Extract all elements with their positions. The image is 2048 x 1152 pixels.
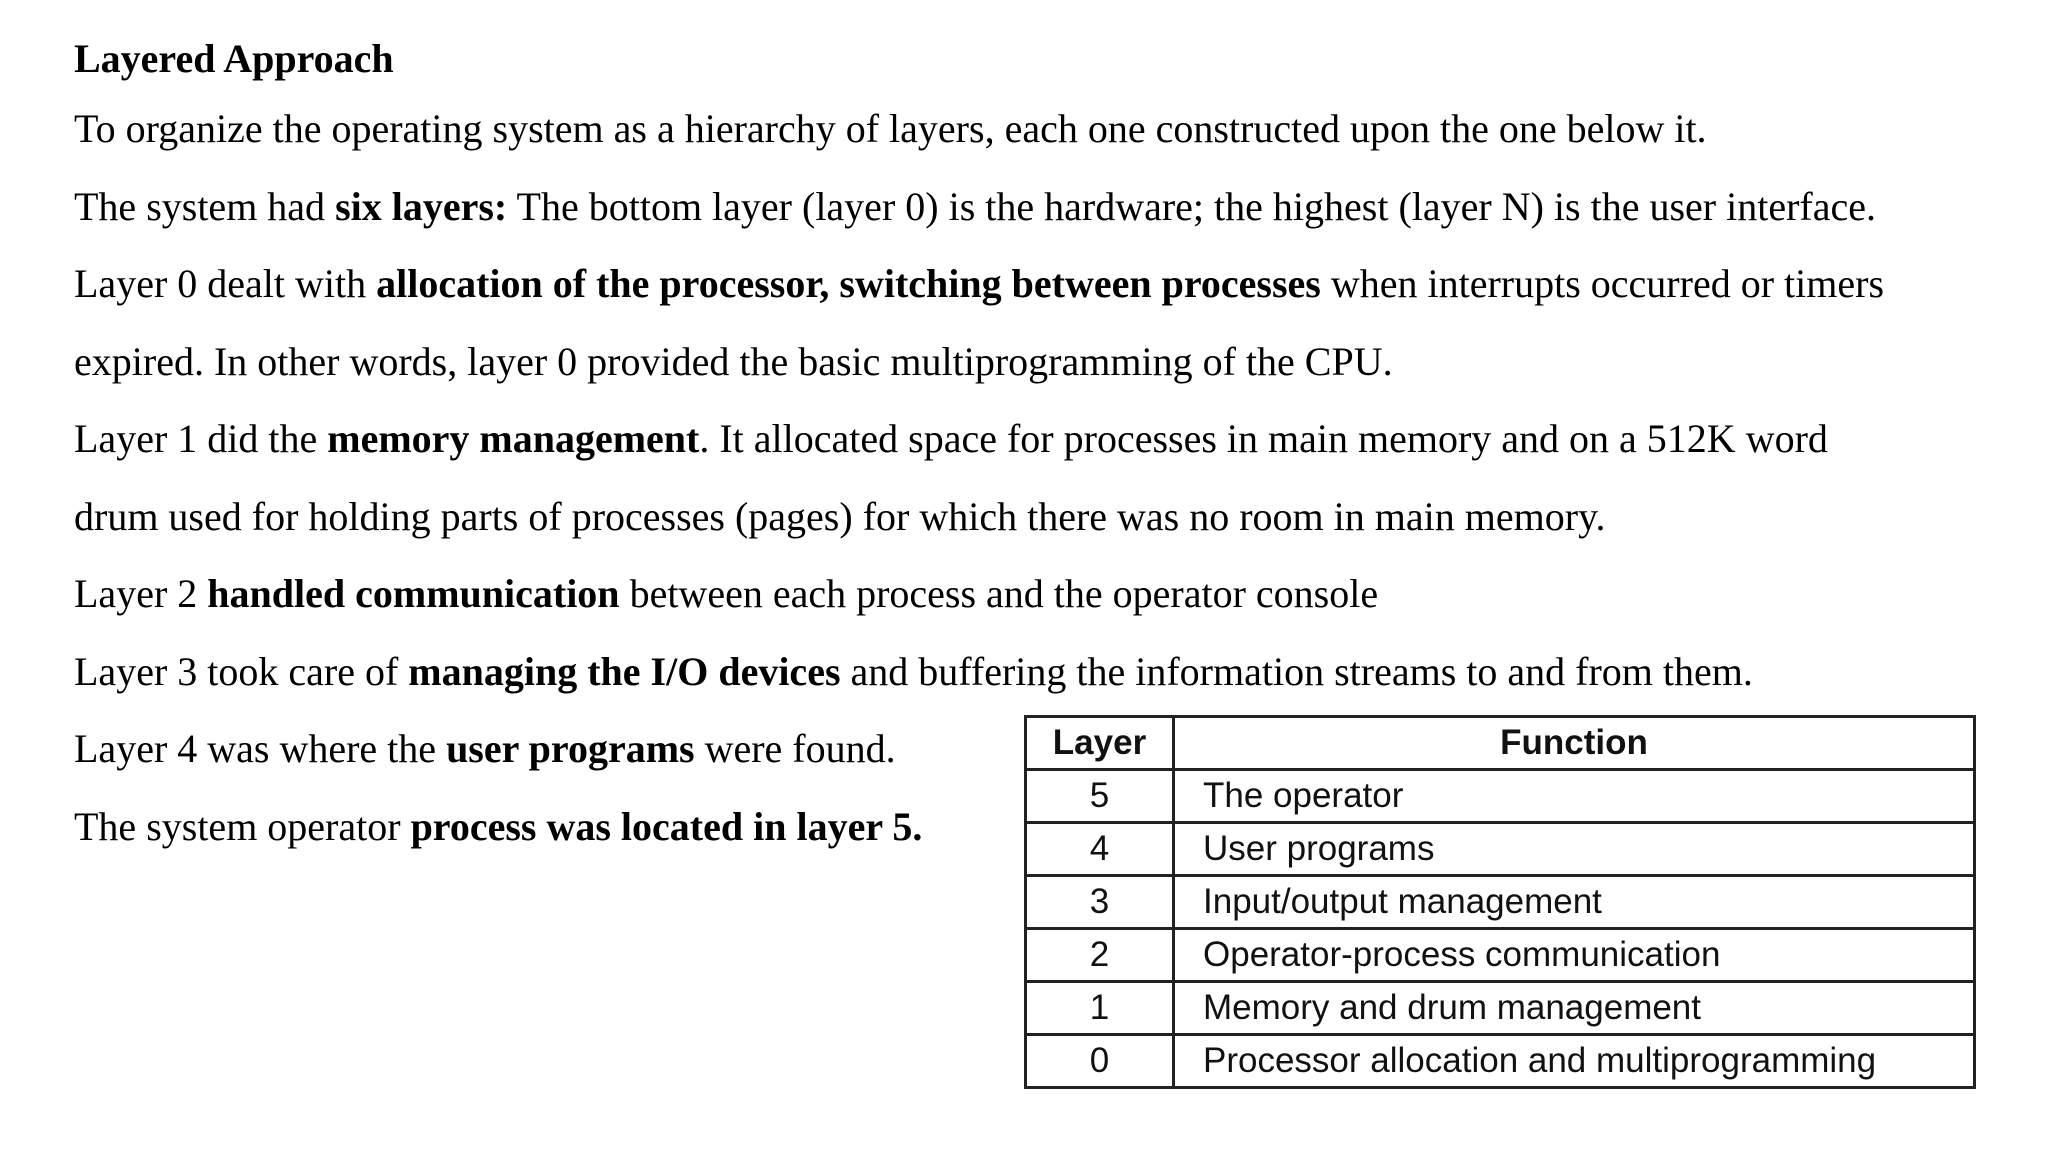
layer-function: User programs xyxy=(1174,823,1975,876)
layer-number: 2 xyxy=(1026,929,1174,982)
table-header-row xyxy=(1026,717,1975,770)
layer-function: Processor allocation and multiprogramming xyxy=(1174,1035,1975,1088)
paragraph-layer-0: Layer 0 dealt with allocation of the processor, switching between processes when interrupts occurred or timers expired. In other words, layer 0 provided the basic multiprogramming of the CPU. xyxy=(74,261,1885,384)
table-row xyxy=(1026,1035,1975,1088)
layer-number: 5 xyxy=(1026,770,1174,823)
layer-number: 0 xyxy=(1026,1035,1174,1088)
paragraph-organize: To organize the operating system as a hierarchy of layers, each one constructed upon the one below it. xyxy=(74,106,1707,151)
layers-table xyxy=(1024,715,1976,1089)
paragraph-layer-3: Layer 3 took care of managing the I/O devices and buffering the information streams to and from them. xyxy=(74,648,1753,694)
column-header-function: Function xyxy=(1174,717,1975,770)
layer-function: Input/output management xyxy=(1174,876,1975,929)
layer-number: 4 xyxy=(1026,823,1174,876)
paragraph-layer-1: Layer 1 did the memory management. It allocated space for processes in main memory and on a 512K word drum used for holding parts of processes (pages) for which there was no room in main memory. xyxy=(74,416,1828,539)
table-row xyxy=(1026,929,1975,982)
paragraph-six-layers: The system had six layers: The bottom layer (layer 0) is the hardware; the highest (layer N) is the user interface. xyxy=(74,183,1876,229)
layer-function: Memory and drum management xyxy=(1174,982,1975,1035)
layer-function: Operator-process communication xyxy=(1174,929,1975,982)
section-heading: Layered Approach xyxy=(74,36,394,81)
paragraph-layer-2: Layer 2 handled communication between each process and the operator console xyxy=(74,571,1379,616)
layer-number: 1 xyxy=(1026,982,1174,1035)
table-row xyxy=(1026,823,1975,876)
paragraph-layer-4: Layer 4 was where the user programs were found. xyxy=(74,726,896,771)
paragraph-layer-5: The system operator process was located in layer 5. xyxy=(74,803,923,849)
table-row xyxy=(1026,770,1975,823)
table-row xyxy=(1026,982,1975,1035)
column-header-layer: Layer xyxy=(1026,717,1174,770)
layer-function: The operator xyxy=(1174,770,1975,823)
layer-number: 3 xyxy=(1026,876,1174,929)
table-row xyxy=(1026,876,1975,929)
